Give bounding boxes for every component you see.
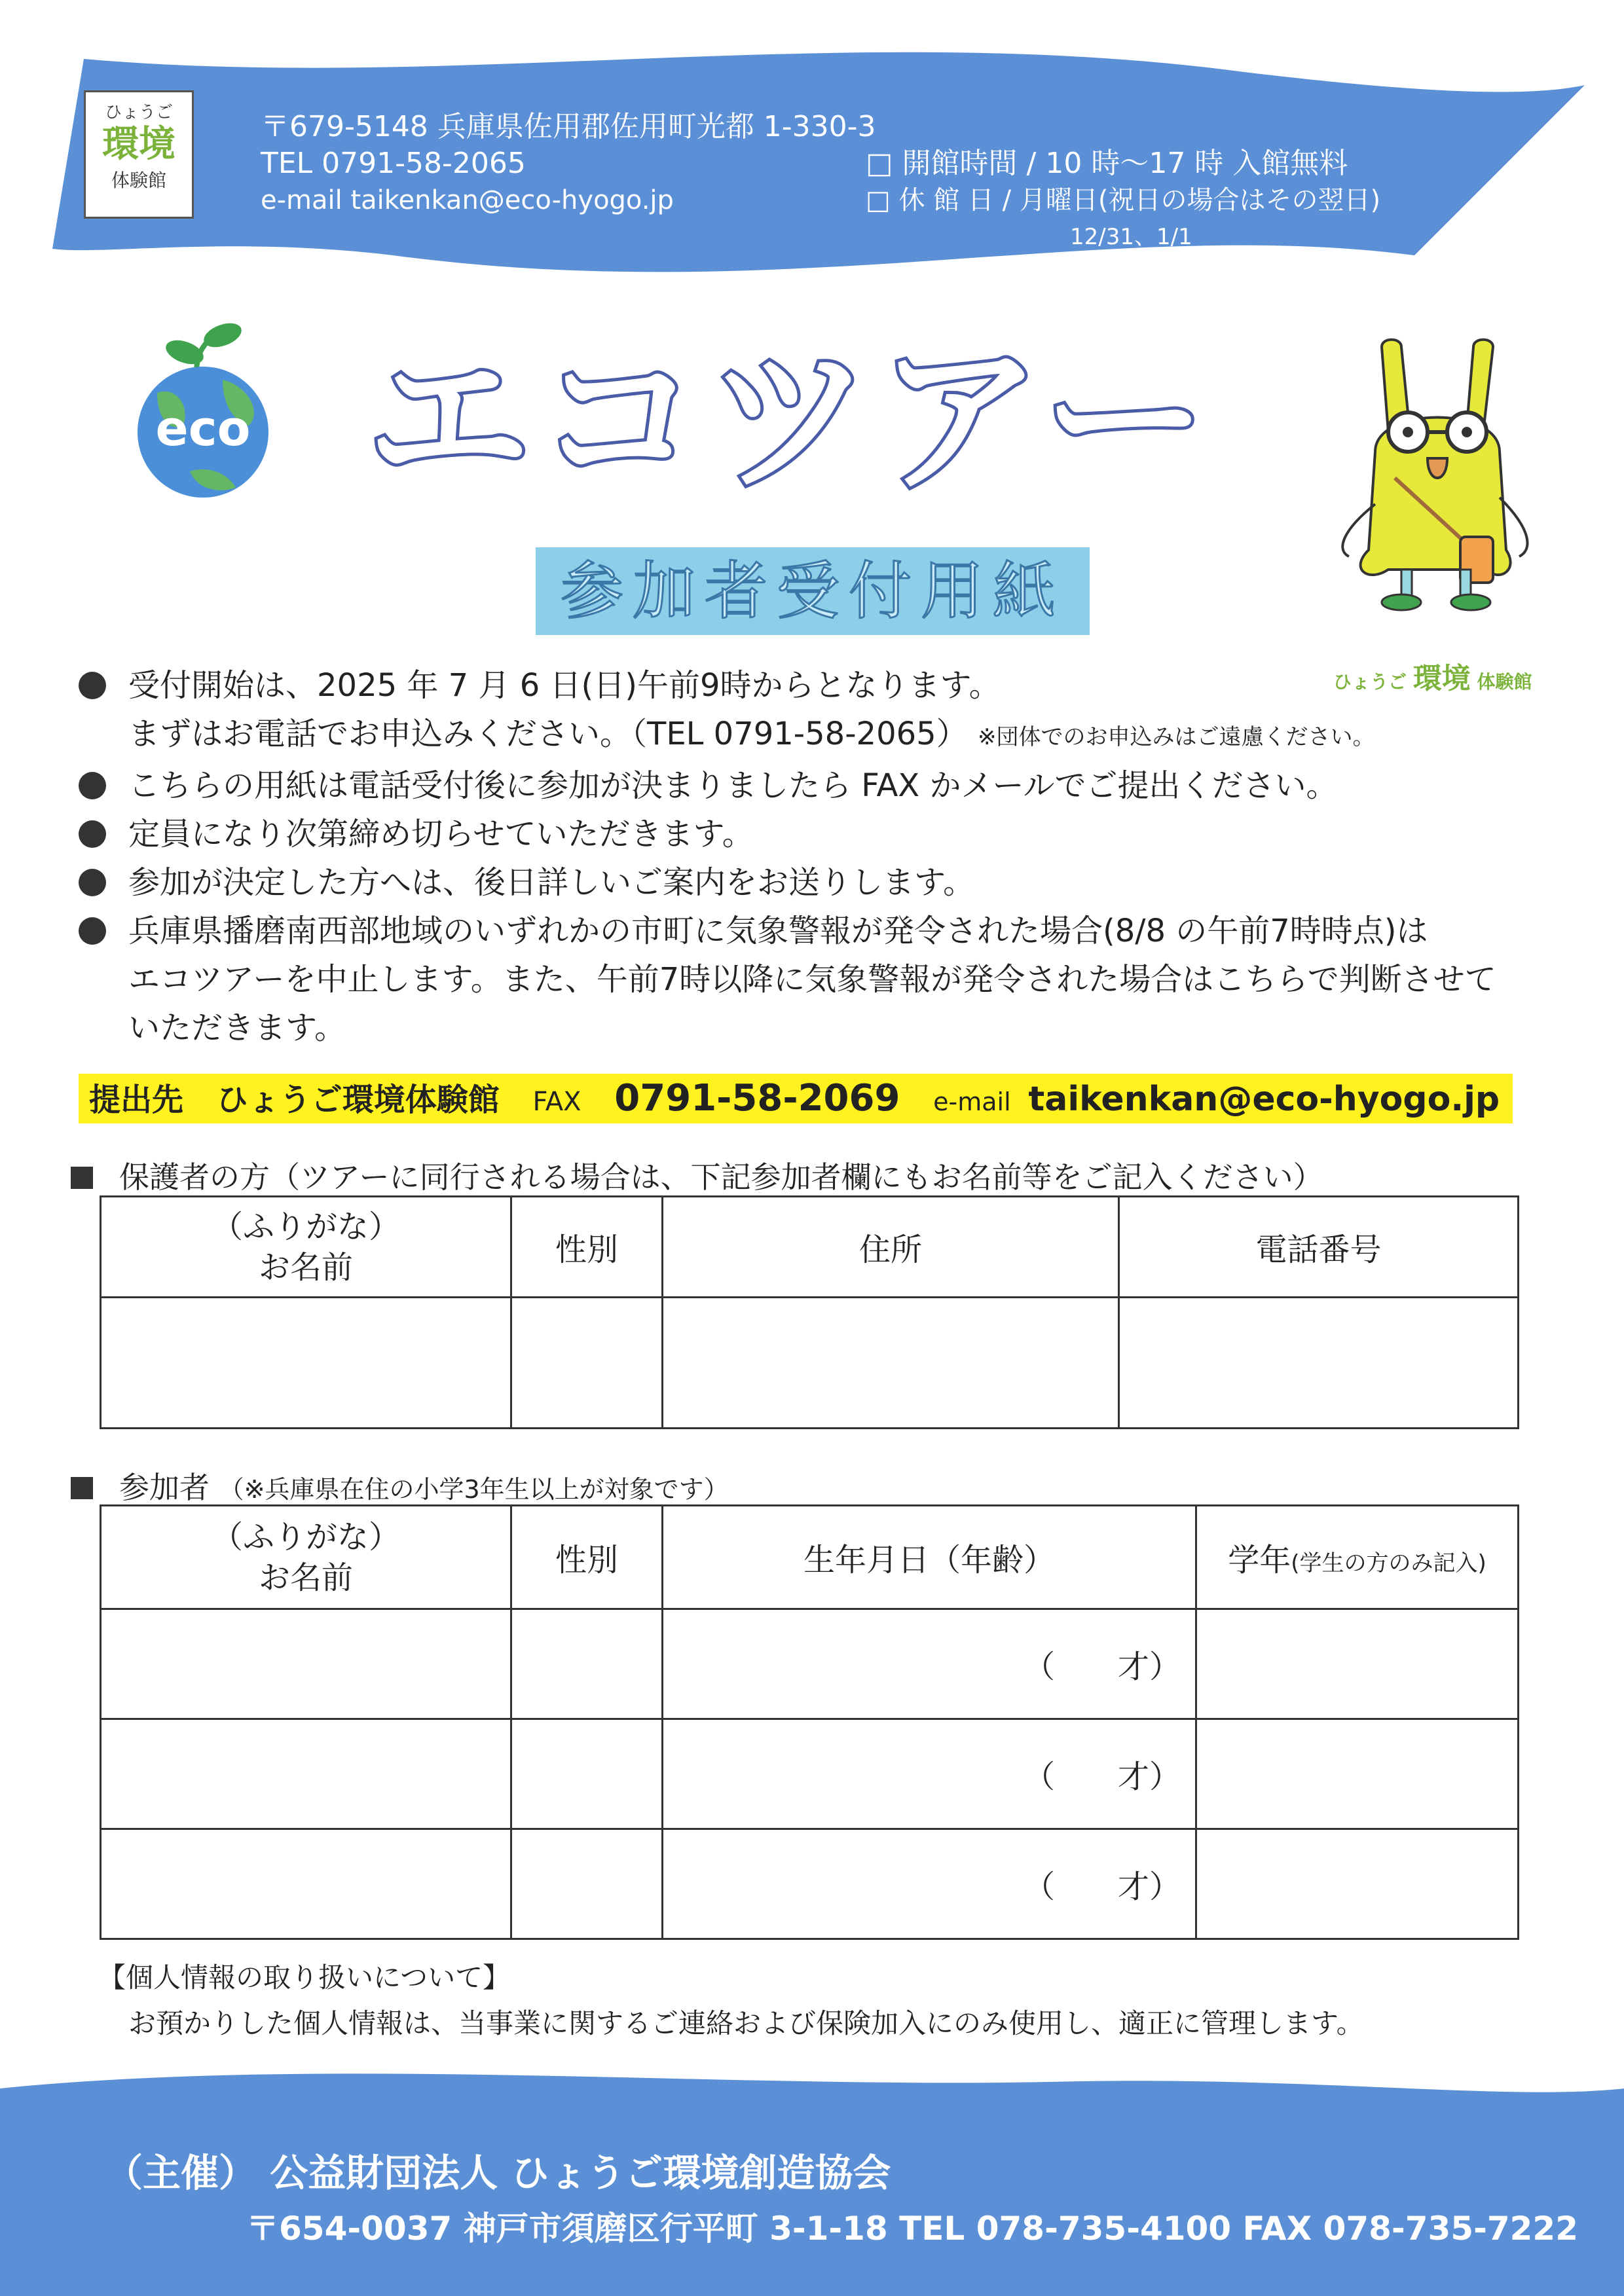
- bullet-item: [73, 810, 1566, 858]
- header-address: 〒679-5148 兵庫県佐用郡佐用町光都 1-330-3: [261, 110, 876, 143]
- logo-line3: 体験館: [111, 170, 166, 191]
- guardian-table: [100, 1195, 1519, 1429]
- bullet-item: [73, 907, 1566, 1052]
- header-phone: 電話番号: [1119, 1197, 1519, 1298]
- table-row: [101, 1719, 1519, 1829]
- header-name-cell: [101, 1506, 511, 1609]
- mascot-label-right: 体験館: [1477, 671, 1532, 693]
- header-name: お名前: [258, 1248, 353, 1286]
- header-name-cell: [101, 1197, 511, 1298]
- bullet-dot-icon: [79, 820, 106, 848]
- logo-line1: ひょうご: [104, 103, 173, 122]
- participants-heading-text: 参加者: [119, 1470, 210, 1505]
- square-bullet-icon: [71, 1477, 93, 1499]
- header-name: お名前: [258, 1559, 353, 1596]
- privacy-body: お預かりした個人情報は、当事業に関するご連絡および保険加入にのみ使用し、適正に管理します。: [128, 2007, 1364, 2039]
- page-title: エコツアー: [367, 325, 1213, 515]
- participants-heading: [71, 1464, 729, 1507]
- bullet-note: ※団体でのお申込みはご遠慮ください。: [977, 724, 1375, 750]
- mascot-label-left: ひょうご: [1333, 671, 1407, 693]
- logo-line2: 環境: [102, 123, 175, 166]
- participant-gender-input[interactable]: [511, 1719, 663, 1829]
- submission-email: taikenkan@eco-hyogo.jp: [1028, 1080, 1500, 1119]
- bullet-text-line3: いただきます。: [128, 1010, 346, 1046]
- square-bullet-icon: [71, 1167, 93, 1189]
- privacy-title: 【個人情報の取り扱いについて】: [98, 1961, 511, 1994]
- logo: [84, 90, 194, 219]
- guardian-phone-input[interactable]: [1119, 1298, 1519, 1429]
- bullet-text: こちらの用紙は電話受付後に参加が決まりましたら FAX かメールでご提出ください。: [128, 767, 1338, 804]
- bullet-item: [73, 661, 1566, 761]
- submission-fax-label: FAX: [532, 1087, 581, 1117]
- bullet-text: 定員になり次第締め切らせていただきます。: [128, 816, 754, 852]
- bullet-text: 兵庫県播磨南西部地域のいずれかの市町に気象警報が発令された場合(8/8 の午前7時時点)は: [128, 913, 1428, 949]
- header-grade: 学年: [1228, 1542, 1291, 1578]
- submission-org: ひょうご環境体験館: [216, 1082, 500, 1118]
- bullet-dot-icon: [79, 917, 106, 945]
- footer-address: 〒654-0037 神戸市須磨区行平町 3-1-18 TEL 078-735-4100 FAX 078-735-7222: [246, 2210, 1578, 2248]
- participants-heading-note: （※兵庫県在住の小学3年生以上が対象です）: [219, 1475, 729, 1504]
- submission-fax: 0791-58-2069: [614, 1077, 900, 1120]
- table-row: [101, 1609, 1519, 1719]
- privacy-section: [98, 1955, 1364, 2047]
- participant-grade-input[interactable]: [1196, 1829, 1519, 1939]
- bullet-text: 受付開始は、2025 年 7 月 6 日(日)午前9時からとなります。: [128, 667, 1001, 704]
- eco-badge-text: eco: [155, 401, 251, 457]
- header-email: e-mail taikenkan@eco-hyogo.jp: [261, 185, 674, 215]
- guardian-address-input[interactable]: [663, 1298, 1119, 1429]
- header-closed: □ 休 館 日 / 月曜日(祝日の場合はその翌日): [866, 185, 1381, 215]
- bullet-text-line2: まずはお電話でお申込みください。（TEL 0791-58-2065）: [128, 716, 968, 752]
- participant-grade-input[interactable]: [1196, 1609, 1519, 1719]
- table-row: [101, 1829, 1519, 1939]
- submission-label: 提出先: [89, 1082, 184, 1118]
- participant-name-input[interactable]: [101, 1829, 511, 1939]
- participant-name-input[interactable]: [101, 1609, 511, 1719]
- bullet-dot-icon: [79, 869, 106, 896]
- table-header-row: [101, 1197, 1519, 1298]
- footer-organizer: （主催） 公益財団法人 ひょうご環境創造協会: [105, 2151, 891, 2195]
- page-subtitle: 参加者受付用紙: [536, 547, 1090, 635]
- bullet-text: 参加が決定した方へは、後日詳しいご案内をお送りします。: [128, 864, 975, 901]
- header-hours: □ 開館時間 / 10 時～17 時 入館無料: [866, 147, 1348, 180]
- participant-birthdate-input[interactable]: （ 才）: [663, 1609, 1196, 1719]
- header-address: 住所: [663, 1197, 1119, 1298]
- header-furigana: （ふりがな）: [211, 1208, 400, 1245]
- guardian-heading: [71, 1154, 1323, 1197]
- header-grade-note: (学生の方のみ記入): [1291, 1550, 1486, 1576]
- header-gender: 性別: [511, 1197, 663, 1298]
- bullet-dot-icon: [79, 672, 106, 699]
- header-closed-extra: 12/31、1/1: [1070, 224, 1192, 250]
- header-furigana: （ふりがな）: [211, 1518, 400, 1556]
- participant-name-input[interactable]: [101, 1719, 511, 1829]
- participants-table: [100, 1504, 1519, 1940]
- info-bullets: [73, 661, 1566, 1052]
- participant-birthdate-input[interactable]: （ 才）: [663, 1829, 1196, 1939]
- bullet-item: [73, 858, 1566, 907]
- guardian-heading-text: 保護者の方（ツアーに同行される場合は、下記参加者欄にもお名前等をご記入ください）: [119, 1159, 1323, 1195]
- header-tel: TEL 0791-58-2065: [261, 147, 526, 180]
- participant-birthdate-input[interactable]: （ 才）: [663, 1719, 1196, 1829]
- table-header-row: [101, 1506, 1519, 1609]
- header-grade-cell: [1196, 1506, 1519, 1609]
- submission-email-label: e-mail: [933, 1087, 1011, 1116]
- header-birthdate: 生年月日（年齢）: [663, 1506, 1196, 1609]
- bullet-dot-icon: [79, 772, 106, 799]
- bullet-item: [73, 761, 1566, 810]
- guardian-gender-input[interactable]: [511, 1298, 663, 1429]
- table-row: [101, 1298, 1519, 1429]
- header-gender: 性別: [511, 1506, 663, 1609]
- submission-bar: [79, 1074, 1513, 1123]
- participant-gender-input[interactable]: [511, 1829, 663, 1939]
- mascot-icon: [1336, 334, 1532, 622]
- guardian-name-input[interactable]: [101, 1298, 511, 1429]
- participant-gender-input[interactable]: [511, 1609, 663, 1719]
- mascot-label-big: 環境: [1412, 662, 1471, 695]
- bullet-text-line2: エコツアーを中止します。また、午前7時以降に気象警報が発令された場合はこちらで判断させて: [128, 961, 1496, 998]
- participant-grade-input[interactable]: [1196, 1719, 1519, 1829]
